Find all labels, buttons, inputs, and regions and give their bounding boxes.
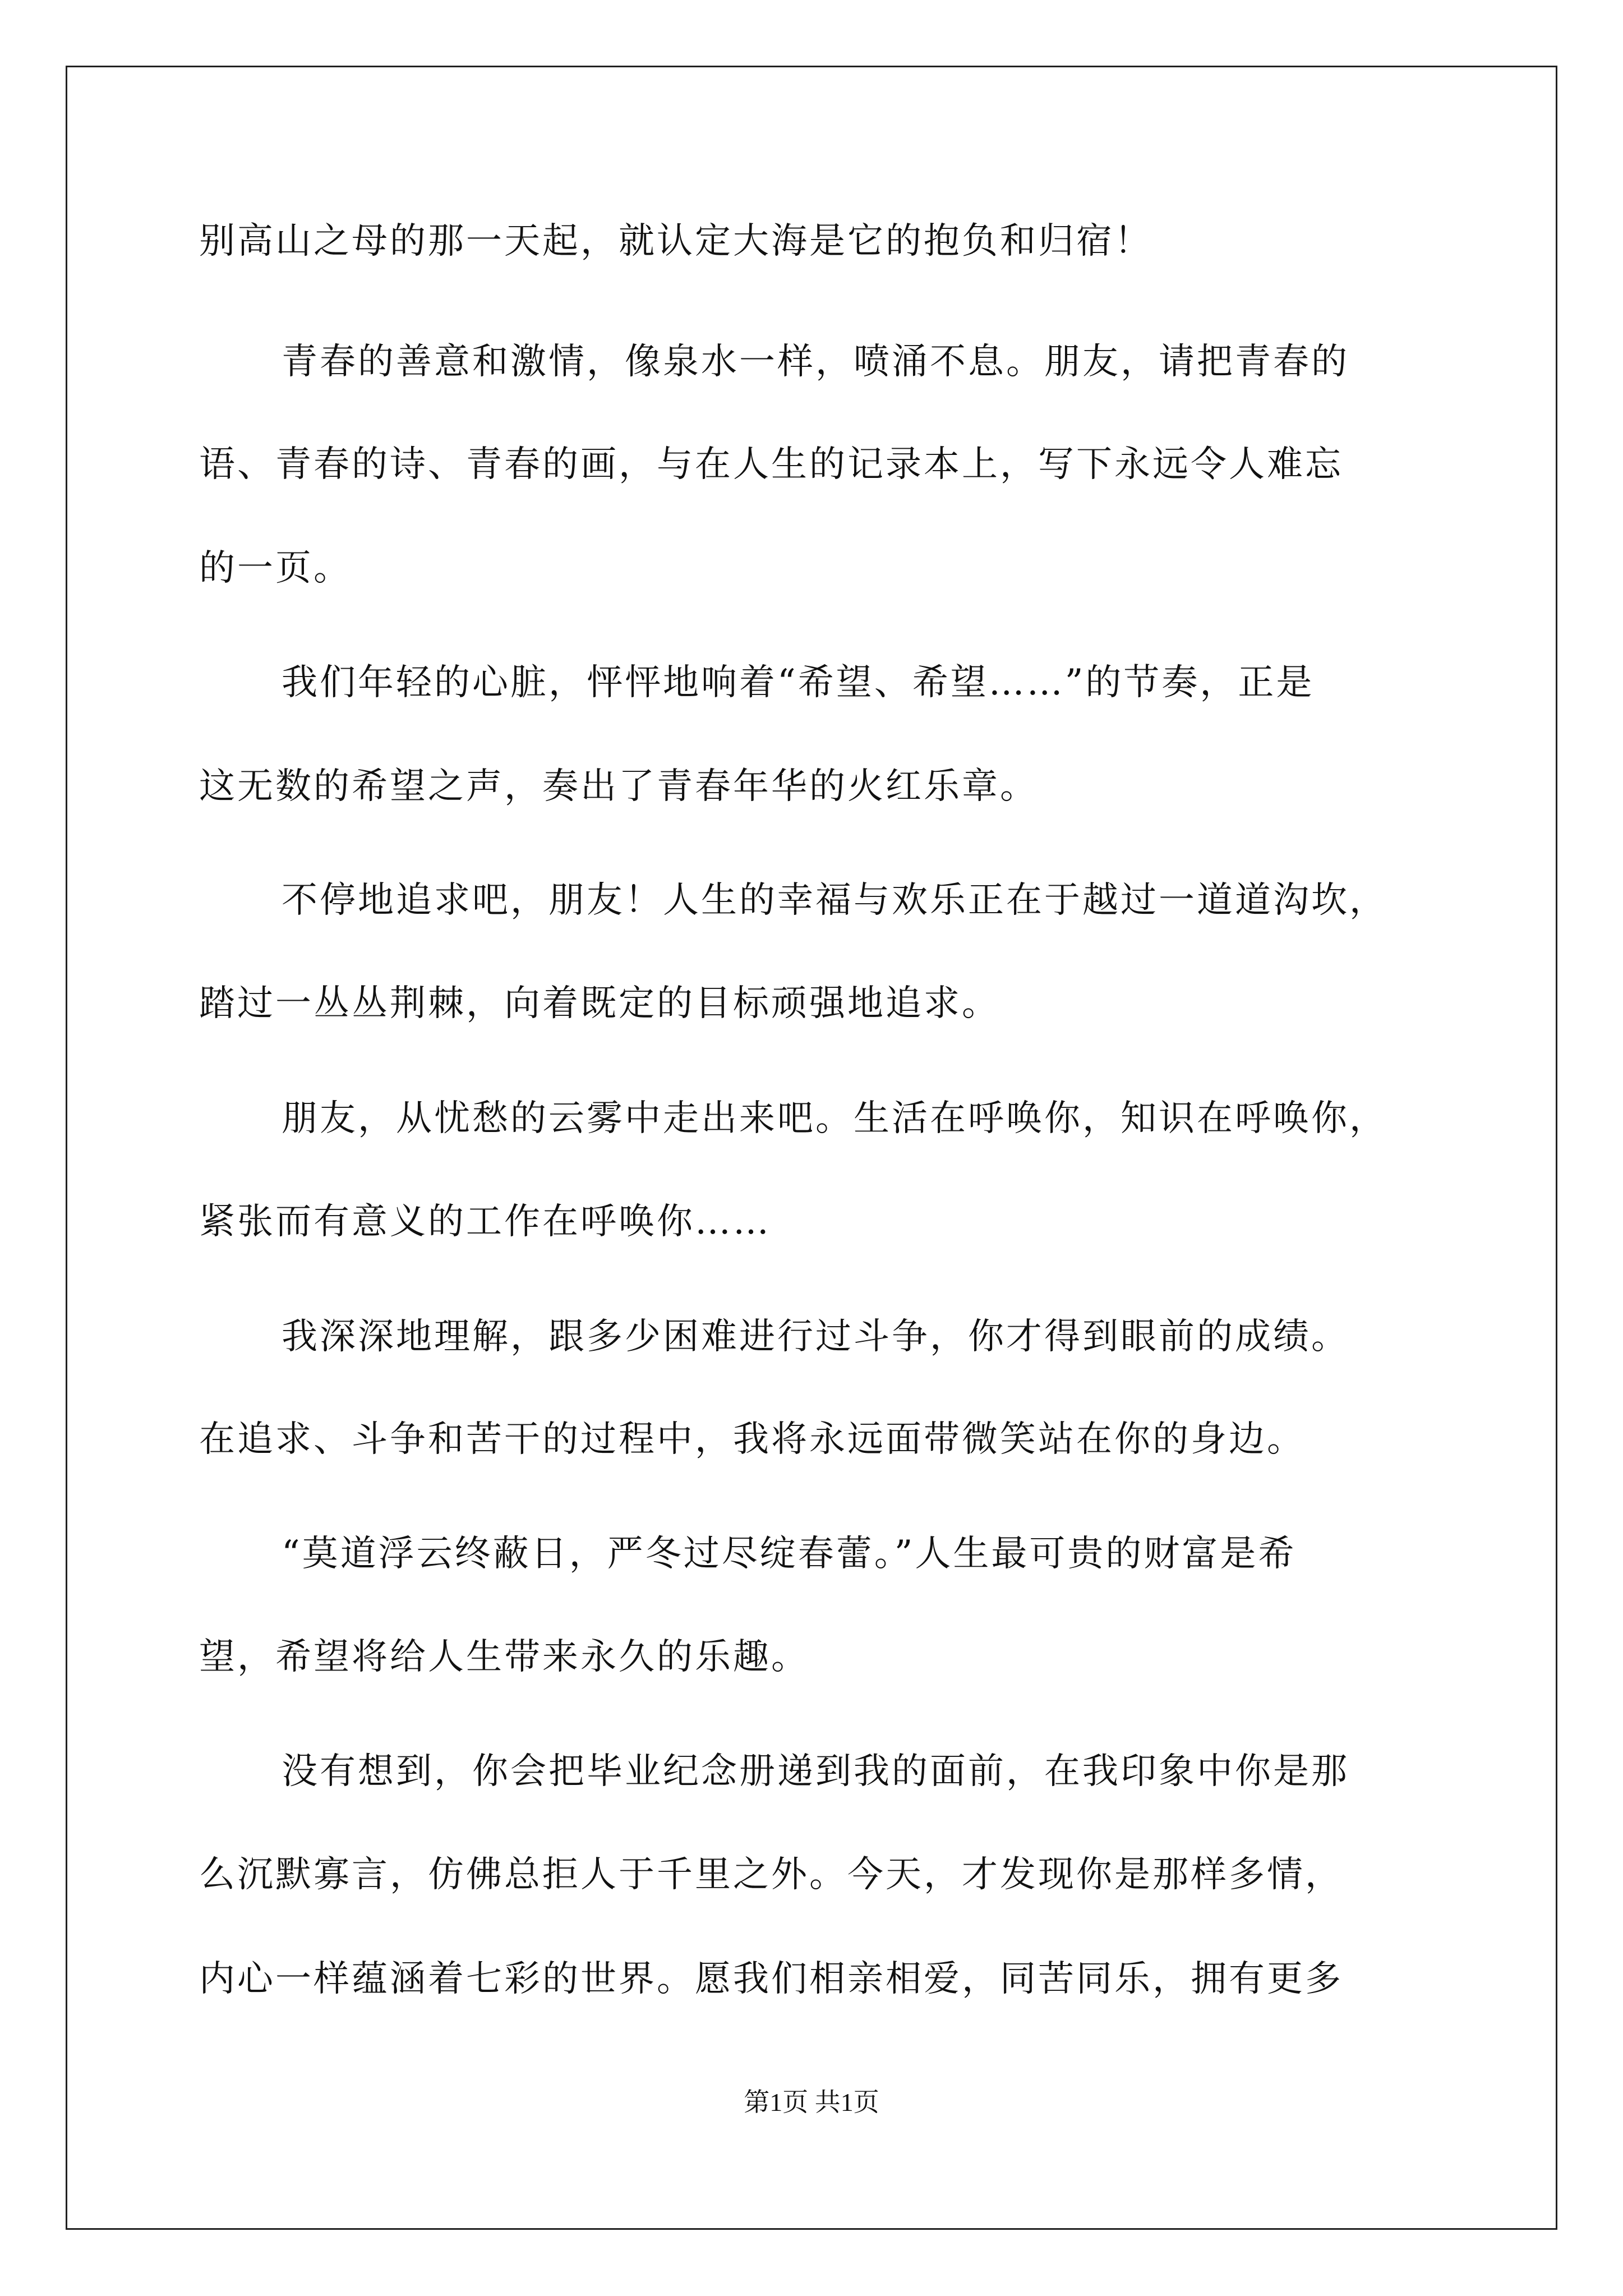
text-line: 不停地追求吧，朋友！人生的幸福与欢乐正在于越过一道道沟坎，	[282, 880, 1387, 921]
text-line: 内心一样蕴涵着七彩的世界。愿我们相亲相爱，同苦同乐，拥有更多	[199, 1958, 1343, 2000]
text-line: 别高山之母的那一天起，就认定大海是它的抱负和归宿！	[199, 220, 1152, 262]
text-line: 的一页。	[199, 547, 352, 589]
page-border	[66, 66, 1557, 2230]
text-line: 语、青春的诗、青春的画，与在人生的记录本上，写下永远令人难忘	[199, 444, 1343, 485]
text-line: 没有想到，你会把毕业纪念册递到我的面前，在我印象中你是那	[282, 1751, 1349, 1792]
text-line: 青春的善意和激情，像泉水一样，喷涌不息。朋友，请把青春的	[282, 341, 1349, 383]
text-line: 望，希望将给人生带来永久的乐趣。	[199, 1636, 809, 1678]
page-footer: 第1页 共1页	[744, 2088, 879, 2116]
text-line: 我们年轻的心脏，怦怦地响着“希望、希望……”的节奏，正是	[282, 662, 1315, 703]
text-line: 我深深地理解，跟多少困难进行过斗争，你才得到眼前的成绩。	[282, 1316, 1349, 1358]
text-line: 在追求、斗争和苦干的过程中，我将永远面带微笑站在你的身边。	[199, 1419, 1305, 1460]
text-line: 紧张而有意义的工作在呼唤你……	[199, 1201, 771, 1243]
text-line: 朋友，从忧愁的云雾中走出来吧。生活在呼唤你，知识在呼唤你，	[282, 1098, 1387, 1139]
text-line: 这无数的希望之声，奏出了青春年华的火红乐章。	[199, 766, 1038, 807]
text-line: 踏过一丛丛荆棘，向着既定的目标顽强地追求。	[199, 983, 1000, 1024]
text-line: 么沉默寡言，仿佛总拒人于千里之外。今天，才发现你是那样多情，	[199, 1854, 1343, 1895]
text-line: “莫道浮云终蔽日，严冬过尽绽春蕾。”人生最可贵的财富是希	[282, 1533, 1297, 1575]
